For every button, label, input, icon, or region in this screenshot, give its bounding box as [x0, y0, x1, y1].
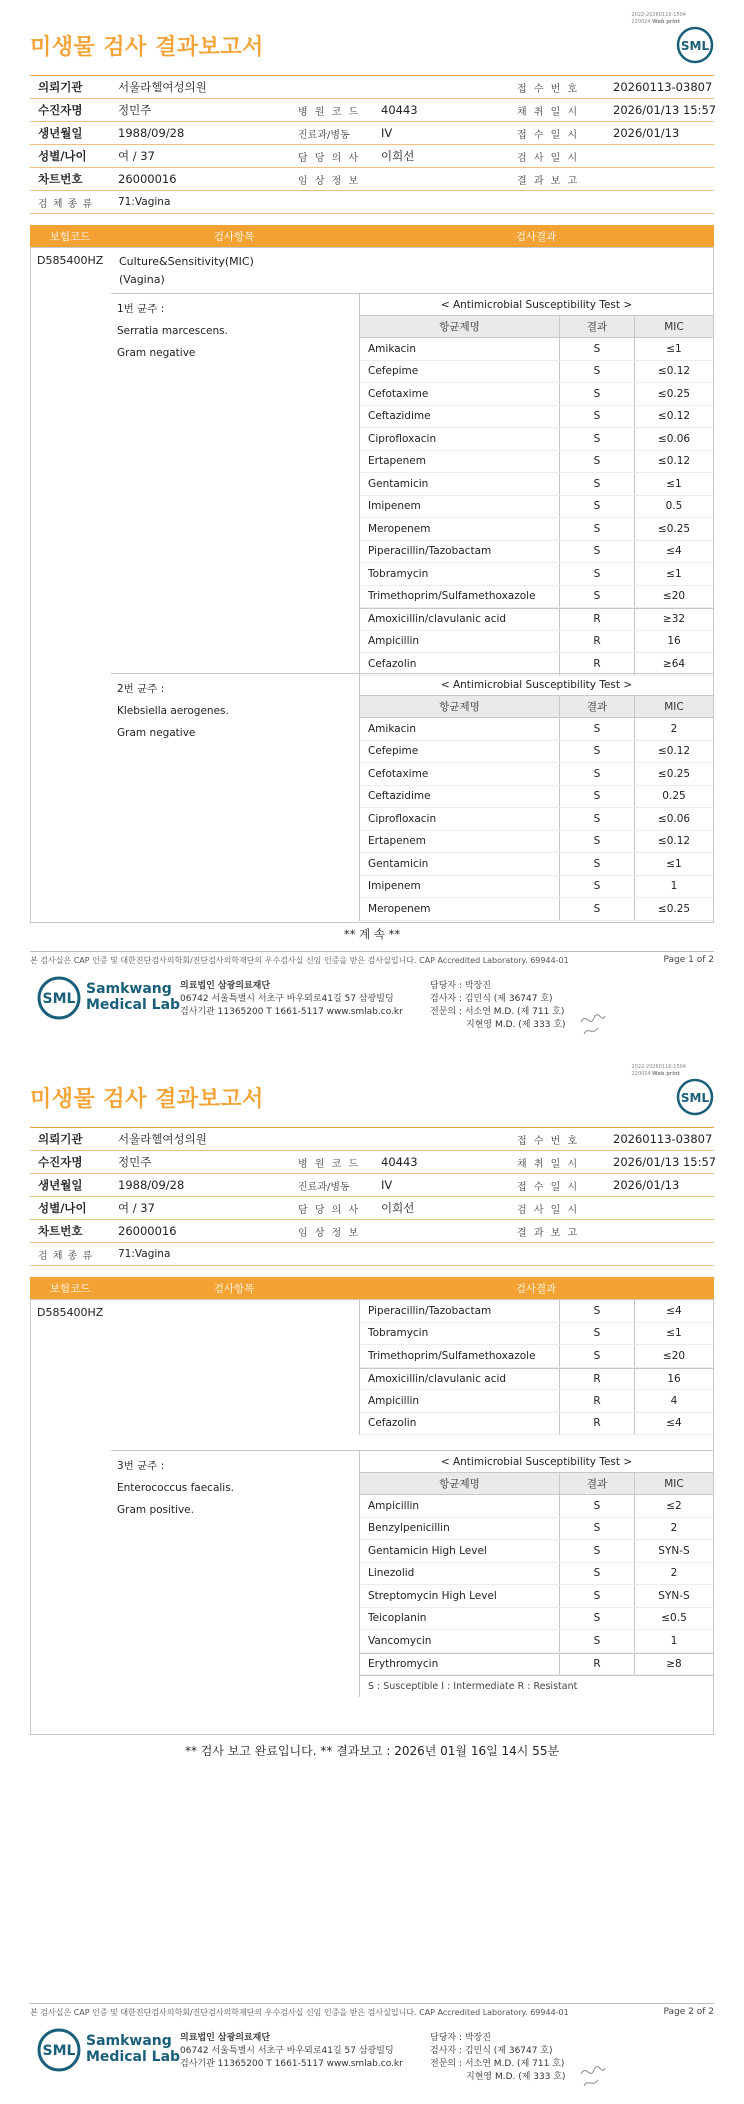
ast-row — [360, 608, 713, 631]
drug-result: S — [560, 718, 635, 740]
drug-result: R — [560, 609, 635, 630]
ast-row — [360, 586, 713, 609]
drug-name: Tobramycin — [360, 1323, 560, 1345]
ast-row — [360, 741, 713, 764]
signature-icon — [578, 1010, 608, 1038]
ast-rows-1 — [360, 338, 713, 676]
patient-info-table: 의뢰기관 서울라헬여성의원 접 수 번 호 20260113-03807 수진자명 정민주 병 원 코 드 40443 채 취 일 시 2026/01/13 15:57 생년월일 1988/09/28 진료과/병동 IV 접 수 일 시 2026/01/13 성별/나이 여 / 37 담 당 의 사 이희선 검 사 일 시 차트번호 26000016 임 상 정 보 결 과 보 고 검 체 종 류 71:Vagina — [30, 1127, 714, 1266]
insurance-code: D585400HZ — [37, 1306, 104, 1319]
drug-name: Gentamicin — [360, 853, 560, 875]
drug-name: Ciprofloxacin — [360, 428, 560, 450]
drug-name: Benzylpenicillin — [360, 1518, 560, 1540]
ast-row — [360, 428, 713, 451]
drug-mic: ≤4 — [666, 545, 682, 558]
drug-name: Vancomycin — [360, 1630, 560, 1652]
drug-name: Ceftazidime — [360, 786, 560, 808]
drug-name: Ampicillin — [360, 1390, 560, 1412]
drug-result: R — [560, 1369, 635, 1390]
drug-mic: 2 — [670, 1567, 678, 1580]
drug-result: R — [560, 631, 635, 653]
ast-row — [360, 1390, 713, 1413]
drug-mic: 4 — [670, 1394, 678, 1407]
drug-mic: 2 — [670, 1522, 678, 1535]
ast-row — [360, 383, 713, 406]
organism-1-name: 1번 균주 : Serratia marcescens. Gram negative — [117, 303, 228, 359]
drug-mic: ≤0.12 — [657, 365, 691, 378]
ast-row — [360, 1608, 713, 1631]
ast-row — [360, 473, 713, 496]
ast-row — [360, 406, 713, 429]
drug-mic: 2 — [670, 722, 678, 735]
ast-row — [360, 496, 713, 519]
report-title: 미생물 검사 결과보고서 — [30, 35, 264, 60]
ast-row — [360, 718, 713, 741]
svg-text:SML: SML — [42, 991, 76, 1007]
drug-result: S — [560, 586, 635, 608]
ast-row — [360, 541, 713, 564]
drug-mic: ≤4 — [666, 1304, 682, 1317]
samkwang-logo: SML Samkwang Medical Lab — [36, 975, 186, 1025]
drug-name: Meropenem — [360, 518, 560, 540]
ast-row — [360, 1413, 713, 1436]
drug-result: S — [560, 473, 635, 495]
drug-result: S — [560, 808, 635, 830]
drug-mic: SYN-S — [658, 1544, 690, 1557]
ast-row — [360, 1495, 713, 1518]
drug-name: Streptomycin High Level — [360, 1585, 560, 1607]
samkwang-logo-icon — [36, 2027, 82, 2073]
insurance-code: D585400HZ — [37, 254, 104, 267]
lab-address: 의료법인 삼광의료재단 06742 서울특별시 서초구 바우뫼로41길 57 삼광빌딩 검사기관 11365200 T 1661-5117 www.smlab.co.kr — [180, 981, 403, 1017]
drug-name: Piperacillin/Tazobactam — [360, 1300, 560, 1322]
drug-result: S — [560, 1495, 635, 1517]
drug-result: S — [560, 763, 635, 785]
lab-address: 의료법인 삼광의료재단 06742 서울특별시 서초구 바우뫼로41길 57 삼광빌딩 검사기관 11365200 T 1661-5117 www.smlab.co.kr — [180, 2033, 403, 2069]
ast-rows-2 — [360, 718, 713, 921]
ast-row — [360, 1345, 713, 1368]
drug-name: Imipenem — [360, 496, 560, 518]
drug-name: Ertapenem — [360, 831, 560, 853]
drug-mic: 0.25 — [662, 790, 686, 803]
drug-name: Cefepime — [360, 741, 560, 763]
drug-mic: ≤4 — [666, 1417, 682, 1430]
ast-row — [360, 563, 713, 586]
drug-result: S — [560, 898, 635, 920]
drug-result: S — [560, 1518, 635, 1540]
drug-name: Teicoplanin — [360, 1608, 560, 1630]
report-page-2 — [0, 1052, 744, 2104]
ast-row — [360, 1630, 713, 1653]
signature-icon — [578, 2062, 608, 2090]
samkwang-logo: SML Samkwang Medical Lab — [36, 2027, 186, 2077]
drug-result: S — [560, 831, 635, 853]
drug-name: Piperacillin/Tazobactam — [360, 541, 560, 563]
drug-result: S — [560, 1630, 635, 1652]
drug-result: S — [560, 406, 635, 428]
drug-mic: ≤0.25 — [657, 767, 691, 780]
drug-mic: ≤0.12 — [657, 835, 691, 848]
organism-2-cont-block — [111, 1300, 713, 1450]
drug-name: Amikacin — [360, 338, 560, 360]
organism-2-block — [111, 673, 713, 923]
drug-mic: 1 — [670, 1634, 678, 1647]
drug-mic: ≥64 — [662, 657, 686, 670]
drug-name: Trimethoprim/Sulfamethoxazole — [360, 586, 560, 608]
drug-name: Cefotaxime — [360, 383, 560, 405]
drug-mic: ≤2 — [666, 1499, 682, 1512]
results-header: 보험코드 검사항목 검사결과 — [30, 225, 714, 247]
ast-row — [360, 876, 713, 899]
drug-result: R — [560, 653, 635, 675]
drug-result: S — [560, 853, 635, 875]
signatories: 담당자 : 박장진 검사자 : 김민식 (제 36747 호) 전문의 : 서소연 M.D. (제 711 호) 지현영 M.D. (제 333 호) — [430, 981, 566, 1030]
drug-name: Linezolid — [360, 1563, 560, 1585]
drug-name: Amoxicillin/clavulanic acid — [360, 1369, 560, 1390]
drug-name: Cefazolin — [360, 1413, 560, 1435]
signatories: 담당자 : 박장진 검사자 : 김민식 (제 36747 호) 전문의 : 서소연 M.D. (제 711 호) 지현영 M.D. (제 333 호) — [430, 2033, 566, 2082]
drug-mic: ≤20 — [662, 1349, 686, 1362]
ast-rows-3 — [360, 1495, 713, 1675]
ast-row — [360, 1540, 713, 1563]
drug-name: Ampicillin — [360, 631, 560, 653]
drug-name: Amikacin — [360, 718, 560, 740]
drug-name: Cefepime — [360, 361, 560, 383]
drug-result: S — [560, 1345, 635, 1367]
page-number: Page 2 of 2 — [663, 2007, 714, 2017]
drug-result: S — [560, 876, 635, 898]
drug-result: R — [560, 1413, 635, 1435]
drug-mic: ≤0.25 — [657, 387, 691, 400]
ast-row — [360, 1563, 713, 1586]
ast-legend: S : Susceptible I : Intermediate R : Resistant — [360, 1675, 713, 1697]
sml-logo-icon — [676, 26, 714, 64]
drug-name: Ceftazidime — [360, 406, 560, 428]
ast-row — [360, 786, 713, 809]
organism-3-name: 3번 균주 : Enterococcus faecalis. Gram positive. — [117, 1460, 235, 1516]
svg-text:SML: SML — [680, 1091, 710, 1105]
drug-name: Trimethoprim/Sulfamethoxazole — [360, 1345, 560, 1367]
ast-row — [360, 831, 713, 854]
organism-3-block — [111, 1450, 713, 1735]
drug-mic: 16 — [667, 1372, 681, 1385]
drug-result: S — [560, 1300, 635, 1322]
drug-result: S — [560, 428, 635, 450]
drug-result: S — [560, 1608, 635, 1630]
page-number: Page 1 of 2 — [663, 955, 714, 965]
drug-mic: ≤0.12 — [657, 455, 691, 468]
drug-result: S — [560, 383, 635, 405]
drug-mic: ≤0.12 — [657, 410, 691, 423]
ast-rows-2-cont — [360, 1300, 713, 1435]
report-title: 미생물 검사 결과보고서 — [30, 1087, 264, 1112]
drug-mic: ≥32 — [662, 613, 686, 626]
drug-name: Gentamicin High Level — [360, 1540, 560, 1562]
results-body — [30, 1299, 714, 1735]
drug-mic: 16 — [667, 635, 681, 648]
results-header: 보험코드 검사항목 검사결과 — [30, 1277, 714, 1299]
ast-row — [360, 1323, 713, 1346]
drug-result: S — [560, 496, 635, 518]
ast-table-1: < Antimicrobial Susceptibility Test > 항균제명 결과 MIC Amikacin S ≤1 Cefepime S ≤0.12 Cefotaxime S ≤0.25 Ceftazidime S ≤0.12 Ciprofloxacin S ≤0.06 Ertapenem S ≤0.12 Gentamicin S ≤1 Imipenem S 0.5 Meropenem S ≤0.25 Piperacillin/Tazobactam S ≤4 Tobramycin S ≤1 Trimethoprim/Sulfamethoxazole S ≤20 Amoxicillin/clavulanic acid R ≥32 Ampicillin R 16 Cefazolin R ≥64 — [359, 294, 713, 676]
patient-info-table: 의뢰기관 서울라헬여성의원 접 수 번 호 20260113-03807 수진자명 정민주 병 원 코 드 40443 채 취 일 시 2026/01/13 15:57 생년월일 1988/09/28 진료과/병동 IV 접 수 일 시 2026/01/13 성별/나이 여 / 37 담 당 의 사 이희선 검 사 일 시 차트번호 26000016 임 상 정 보 결 과 보 고 검 체 종 류 71:Vagina — [30, 75, 714, 214]
drug-result: S — [560, 741, 635, 763]
drug-name: Ciprofloxacin — [360, 808, 560, 830]
drug-result: S — [560, 1540, 635, 1562]
ast-row — [360, 338, 713, 361]
drug-result: S — [560, 338, 635, 360]
ast-row — [360, 853, 713, 876]
drug-mic: ≥8 — [666, 1657, 682, 1670]
samkwang-logo-icon — [36, 975, 82, 1021]
ast-row — [360, 808, 713, 831]
drug-result: S — [560, 786, 635, 808]
ast-row — [360, 1518, 713, 1541]
ast-table-2: < Antimicrobial Susceptibility Test > 항균제명 결과 MIC Amikacin S 2 Cefepime S ≤0.12 Cefotaxime S ≤0.25 Ceftazidime S 0.25 Ciprofloxacin S ≤0.06 Ertapenem S ≤0.12 Gentamicin S ≤1 Imipenem S 1 Meropenem S ≤0.25 — [359, 674, 713, 921]
drug-result: S — [560, 1563, 635, 1585]
drug-result: R — [560, 1654, 635, 1675]
continued-text: ** 계 속 ** — [343, 927, 401, 941]
drug-mic: ≤1 — [666, 477, 682, 490]
drug-name: Meropenem — [360, 898, 560, 920]
svg-text:SML: SML — [42, 2043, 76, 2059]
ast-row — [360, 1300, 713, 1323]
drug-result: S — [560, 563, 635, 585]
completion-text: ** 검사 보고 완료입니다. ** 결과보고 : 2026년 01월 16일 14시 55분 — [184, 1744, 560, 1758]
ast-row — [360, 1368, 713, 1391]
ast-table-3: < Antimicrobial Susceptibility Test > 항균제명 결과 MIC Ampicillin S ≤2 Benzylpenicillin S 2 Gentamicin High Level S SYN-S Linezolid S 2 Streptomycin High Level S SYN-S Teicoplanin S ≤0.5 Vancomycin S 1 Erythromycin R ≥8 S : Susceptible I : Intermediate R : Resistant — [359, 1451, 713, 1697]
exam-name: Culture&Sensitivity(MIC) (Vagina) — [119, 255, 254, 286]
drug-name: Imipenem — [360, 876, 560, 898]
ast-table-2-cont — [359, 1300, 713, 1435]
ast-row — [360, 451, 713, 474]
drug-mic: ≤1 — [666, 567, 682, 580]
drug-result: S — [560, 1585, 635, 1607]
drug-result: S — [560, 518, 635, 540]
drug-mic: ≤1 — [666, 342, 682, 355]
organism-1-block — [111, 293, 713, 673]
svg-text:SML: SML — [680, 39, 710, 53]
print-code: 2022-20260116-1504 220024 Web print — [631, 1064, 686, 1077]
drug-name: Ampicillin — [360, 1495, 560, 1517]
drug-name: Amoxicillin/clavulanic acid — [360, 609, 560, 630]
organism-2-name: 2번 균주 : Klebsiella aerogenes. Gram negative — [117, 683, 229, 739]
ast-row — [360, 763, 713, 786]
drug-mic: ≤0.5 — [661, 1612, 687, 1625]
drug-mic: 0.5 — [665, 500, 683, 513]
drug-result: S — [560, 541, 635, 563]
drug-mic: ≤0.25 — [657, 522, 691, 535]
ast-row — [360, 631, 713, 654]
drug-name: Tobramycin — [360, 563, 560, 585]
drug-mic: ≤0.06 — [657, 812, 691, 825]
accreditation-note: 본 검사실은 CAP 인증 및 대한진단검사의학회/진단검사의학재단의 우수검사실 신임 인증을 받은 검사실입니다. CAP Accredited Laboratory. 69944-01 — [30, 2008, 569, 2017]
drug-mic: SYN-S — [658, 1589, 690, 1602]
drug-mic: ≤0.25 — [657, 902, 691, 915]
drug-mic: ≤1 — [666, 857, 682, 870]
print-code: 2022-20260116-1504 220024 Web print — [631, 12, 686, 25]
drug-name: Cefazolin — [360, 653, 560, 675]
sml-logo-icon — [676, 1078, 714, 1116]
ast-row — [360, 1585, 713, 1608]
drug-name: Ertapenem — [360, 451, 560, 473]
drug-mic: 1 — [670, 880, 678, 893]
drug-result: S — [560, 451, 635, 473]
ast-row — [360, 898, 713, 921]
drug-mic: ≤1 — [666, 1327, 682, 1340]
drug-mic: ≤0.06 — [657, 432, 691, 445]
drug-name: Cefotaxime — [360, 763, 560, 785]
ast-row — [360, 1653, 713, 1676]
drug-mic: ≤20 — [662, 590, 686, 603]
drug-name: Erythromycin — [360, 1654, 560, 1675]
accreditation-note: 본 검사실은 CAP 인증 및 대한진단검사의학회/진단검사의학재단의 우수검사실 신임 인증을 받은 검사실입니다. CAP Accredited Laboratory. 69944-01 — [30, 956, 569, 965]
ast-row — [360, 518, 713, 541]
drug-result: R — [560, 1390, 635, 1412]
drug-result: S — [560, 361, 635, 383]
results-body — [30, 247, 714, 923]
drug-name: Gentamicin — [360, 473, 560, 495]
ast-row — [360, 361, 713, 384]
drug-result: S — [560, 1323, 635, 1345]
drug-mic: ≤0.12 — [657, 745, 691, 758]
